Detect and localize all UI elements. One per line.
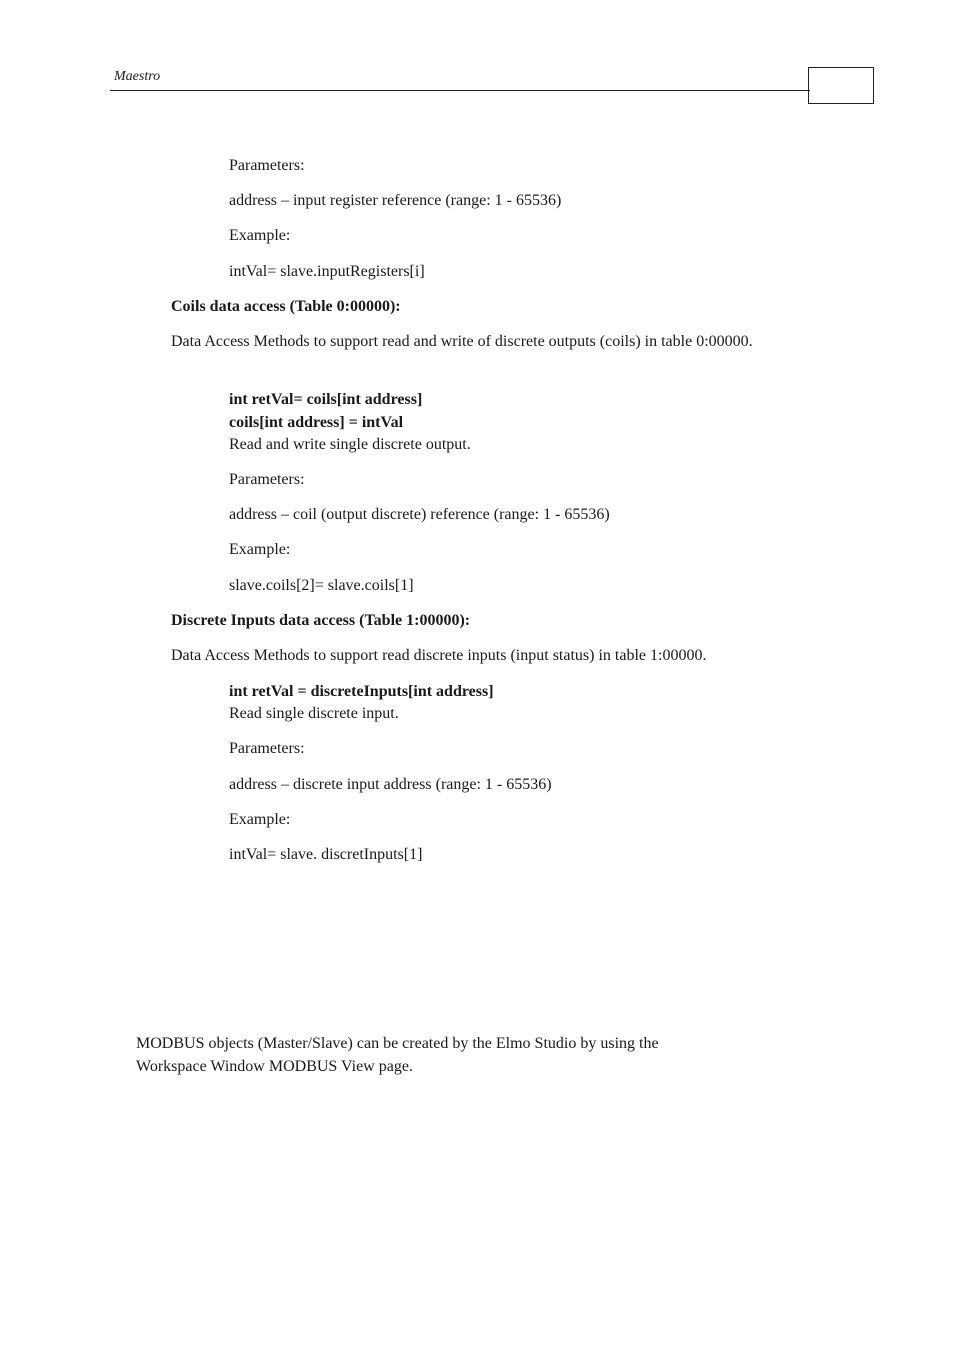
coils-example-label: Example: [229, 541, 291, 558]
discrete-inputs-description: Data Access Methods to support read discrete inputs (input status) in table 1:00000. [171, 647, 707, 664]
discrete-inputs-signature: int retVal = discreteInputs[int address] [229, 683, 494, 700]
coils-signature-write: coils[int address] = intVal [229, 414, 404, 431]
discrete-inputs-summary: Read single discrete input. [229, 705, 399, 722]
coils-address-desc: address – coil (output discrete) reference (range: 1 - 65536) [229, 506, 610, 523]
coils-example-code: slave.coils[2]= slave.coils[1] [229, 577, 414, 594]
discrete-inputs-example-code: intVal= slave. discretInputs[1] [229, 846, 423, 863]
coils-signature-read: int retVal= coils[int address] [229, 391, 423, 408]
footer-note [136, 1032, 776, 1078]
input-registers-example-label: Example: [229, 227, 291, 244]
header-rule [110, 90, 810, 91]
input-registers-address-desc: address – input register reference (range: 1 - 65536) [229, 192, 562, 209]
input-registers-params-label: Parameters: [229, 157, 305, 174]
footer-note-line-2: Workspace Window MODBUS View page. [136, 1058, 413, 1075]
discrete-inputs-params-label: Parameters: [229, 740, 305, 757]
running-header-title: Maestro [114, 69, 161, 84]
coils-description: Data Access Methods to support read and write of discrete outputs (coils) in table 0:00000. [171, 333, 753, 350]
discrete-inputs-heading: Discrete Inputs data access (Table 1:00000): [171, 612, 471, 629]
discrete-inputs-address-desc: address – discrete input address (range: 1 - 65536) [229, 776, 552, 793]
coils-heading: Coils data access (Table 0:00000): [171, 298, 401, 315]
footer-note-line-1: MODBUS objects (Master/Slave) can be created by the Elmo Studio by using the [136, 1035, 659, 1052]
page-number-box [808, 67, 874, 104]
coils-params-label: Parameters: [229, 471, 305, 488]
input-registers-example-code: intVal= slave.inputRegisters[i] [229, 263, 425, 280]
coils-summary: Read and write single discrete output. [229, 436, 471, 453]
discrete-inputs-example-label: Example: [229, 811, 291, 828]
